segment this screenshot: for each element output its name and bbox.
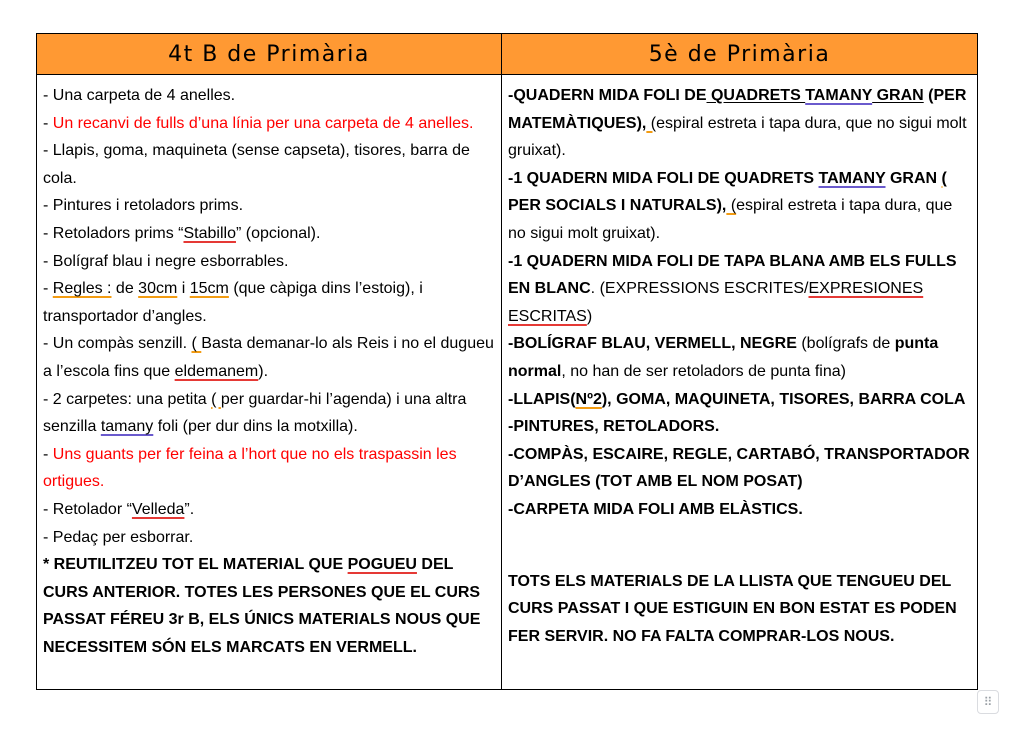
item-guants: - Uns guants per fer feina a l’hort que no els traspassin les ortigues. [43,445,457,491]
spelling-mark[interactable]: Velleda [131,500,185,518]
grammar-mark[interactable]: ( [646,114,657,132]
header-4t-b: 4t B de Primària [37,34,502,75]
grammar-mark[interactable]: ( [726,197,737,215]
item-pintures: - Pintures i retoladors prims. [43,197,244,215]
item-llapis-goma: -LLAPIS(Nº2), GOMA, MAQUINETA, TISORES, BARRA COLA [508,390,966,408]
style-mark[interactable]: TAMANY [818,169,886,187]
spelling-mark[interactable]: eldemanem [174,362,259,380]
right-cell[interactable] [502,75,978,690]
item-carpeta: - Una carpeta de 4 anelles. [43,87,236,104]
grammar-mark[interactable]: 15cm [189,280,229,298]
item-pintures-retoladors: -PINTURES, RETOLADORS. [508,418,720,436]
spelling-mark[interactable]: Stabillo [183,224,236,242]
item-llapis: - Llapis, goma, maquineta (sense capseta), tisores, barra de cola. [43,142,470,187]
grammar-mark[interactable]: Regles : [52,280,112,298]
blank-space [508,524,971,568]
style-mark[interactable]: tamany [100,418,154,436]
note-tots-materials: TOTS ELS MATERIALS DE LA LLISTA QUE TENGUEU DEL CURS PASSAT I QUE ESTIGUIN EN BON ESTAT ES PODEN FER SERVIR. NO FA FALTA COMPRAR-LOS NOUS. [508,572,957,645]
grammar-mark[interactable]: 30cm [138,280,178,298]
item-quadern-blanc: -1 QUADERN MIDA FOLI DE TAPA BLANA AMB ELS FULLS EN BLANC. (EXPRESSIONS ESCRITES/EXPRESIONES ESCRITAS) [508,252,957,325]
item-pedac: - Pedaç per esborrar. [43,528,194,546]
item-quadern-mates: -QUADERN MIDA FOLI DE QUADRETS TAMANY GRAN (PER MATEMÀTIQUES), (espiral estreta i tapa dura, que no sigui molt gruixat). [508,87,967,160]
left-cell[interactable] [37,75,502,690]
new-material-text: Un recanvi de fulls d’una línia per una carpeta de 4 anelles. [52,114,474,132]
style-mark[interactable]: TAMANY [805,87,873,104]
item-carpeta-elastics: -CARPETA MIDA FOLI AMB ELÀSTICS. [508,500,803,518]
item-carpetes: - 2 carpetes: una petita ( per guardar-hi l’agenda) i una altra senzilla tamany foli (per dur dins la motxilla). [43,390,467,436]
spelling-mark[interactable]: EXPRESIONES ESCRITAS [508,280,924,325]
item-velleda: - Retolador “Velleda”. [43,500,195,518]
item-quadern-socials: -1 QUADERN MIDA FOLI DE QUADRETS TAMANY GRAN ( PER SOCIALS I NATURALS), (espiral estreta i tapa dura, que no sigui molt gruixat). [508,169,953,242]
new-material-text: Uns guants per fer feina a l’hort que no els traspassin les ortigues. [43,445,457,491]
item-recanvi: - Un recanvi de fulls d’una línia per una carpeta de 4 anelles. [43,114,474,132]
grammar-mark[interactable]: ( [211,390,221,408]
note-reutilitzeu: * REUTILITZEU TOT EL MATERIAL QUE POGUEU DEL CURS ANTERIOR. TOTES LES PERSONES QUE EL CURS PASSAT FÉREU 3r B, ELS ÚNICS MATERIALS NOUS QUE NECESSITEM SÓN ELS MARCATS EN VERMELL. [43,556,481,656]
header-5e: 5è de Primària [502,34,978,75]
item-boligrafs: -BOLÍGRAF BLAU, VERMELL, NEGRE (bolígrafs de punta normal, no han de ser retoladors de punta fina) [508,335,939,380]
item-regles: - Regles : de 30cm i 15cm (que càpiga dins l’estoig), i transportador d’angles. [43,280,423,325]
item-compas: - Un compàs senzill. ( Basta demanar-lo als Reis i no el dugueu a l’escola fins que eldemanem). [43,335,494,380]
item-retoladors: - Retoladors prims “Stabillo” (opcional). [43,224,321,242]
grammar-mark[interactable]: Nº2 [575,390,602,408]
spelling-mark[interactable]: POGUEU [347,556,417,574]
item-compas-escaire: -COMPÀS, ESCAIRE, REGLE, CARTABÓ, TRANSPORTADOR D’ANGLES (TOT AMB EL NOM POSAT) [508,445,970,491]
grammar-mark[interactable]: ( [941,169,947,187]
materials-table [36,33,978,690]
item-boligraf: - Bolígraf blau i negre esborrables. [43,252,289,270]
grammar-mark[interactable]: ( [191,335,202,353]
drag-handle-icon[interactable]: ⠿ [977,690,999,714]
